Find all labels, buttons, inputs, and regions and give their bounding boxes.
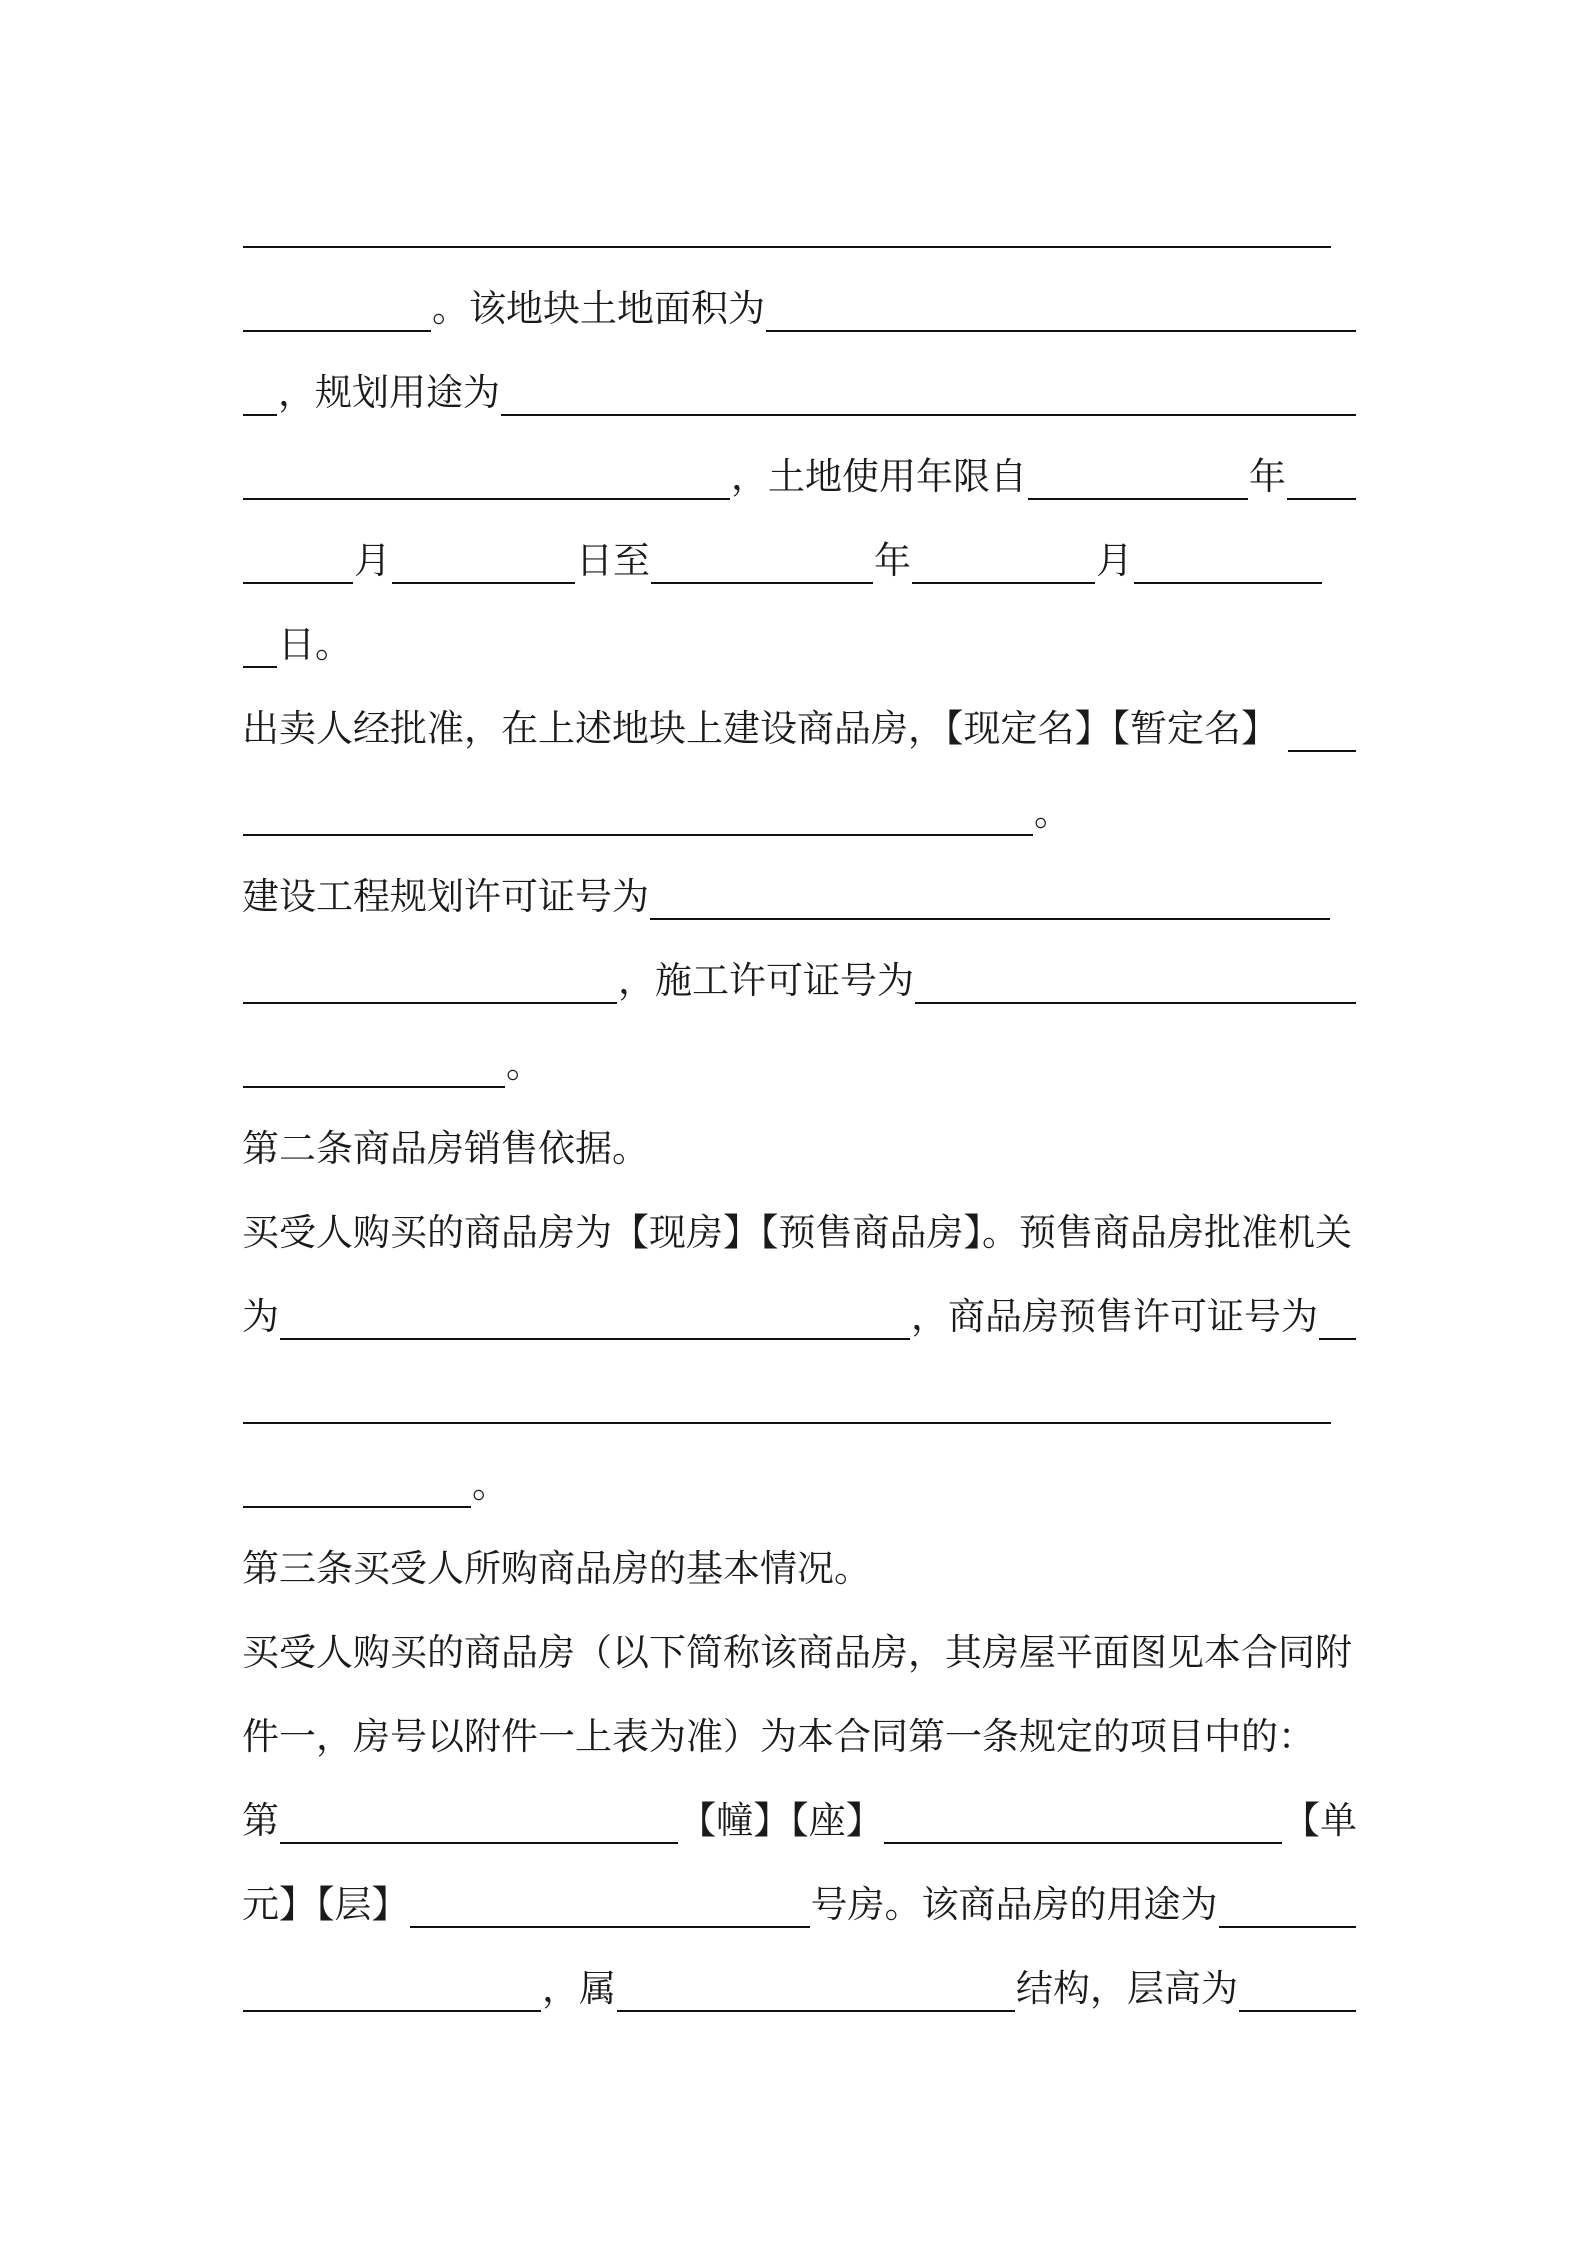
land-area-field[interactable] — [766, 286, 1356, 332]
text-segment: 。 — [506, 1043, 543, 1086]
construction-permit-field[interactable] — [915, 958, 1356, 1004]
blank-field[interactable] — [243, 1462, 471, 1508]
text-segment: 第二条商品房销售依据。 — [242, 1127, 649, 1170]
text-segment: 日至 — [576, 539, 650, 582]
approval-authority-field[interactable] — [280, 1294, 910, 1340]
text-segment: 买受人购买的商品房为【现房】【预售商品房】。预售商品房批准机关 — [242, 1211, 1352, 1254]
room-number-field[interactable] — [410, 1882, 810, 1928]
blank-field[interactable] — [243, 1966, 541, 2012]
text-segment: ，规划用途为 — [278, 371, 500, 414]
text-segment: ，施工许可证号为 — [618, 959, 914, 1002]
end-month-field[interactable] — [912, 538, 1095, 584]
end-day-field[interactable] — [1134, 538, 1322, 584]
form-line — [242, 440, 1357, 500]
start-year-field[interactable] — [1028, 454, 1248, 500]
blank-field[interactable] — [243, 1042, 505, 1088]
project-name-field[interactable] — [1288, 706, 1356, 752]
form-line — [242, 1952, 1357, 2012]
text-segment: ，商品房预售许可证号为 — [911, 1295, 1318, 1338]
section-heading — [242, 1532, 1357, 1592]
end-year-field[interactable] — [651, 538, 873, 584]
form-line — [242, 1196, 1357, 1256]
form-line — [242, 1280, 1357, 1340]
form-line — [242, 1784, 1357, 1844]
planning-permit-field[interactable] — [650, 874, 1330, 920]
form-line — [242, 272, 1357, 332]
form-line — [242, 1364, 1357, 1424]
text-segment: 【单 — [1283, 1799, 1357, 1842]
text-segment: 建设工程规划许可证号为 — [242, 875, 649, 918]
form-line — [242, 1868, 1357, 1928]
form-line — [242, 692, 1357, 752]
blank-field[interactable] — [243, 454, 730, 500]
unit-field[interactable] — [884, 1798, 1282, 1844]
text-segment: 月 — [1096, 539, 1133, 582]
start-day-field[interactable] — [392, 538, 575, 584]
text-segment: 第 — [242, 1799, 279, 1842]
form-line — [242, 1700, 1357, 1760]
text-segment: 。 — [1034, 791, 1071, 834]
building-field[interactable] — [280, 1798, 678, 1844]
text-segment: 号房。该商品房的用途为 — [810, 1883, 1218, 1926]
section-heading — [242, 1112, 1357, 1172]
blank-field[interactable] — [243, 202, 1331, 248]
blank-field[interactable] — [243, 370, 277, 416]
form-line — [242, 524, 1357, 584]
text-segment: 。 — [472, 1463, 509, 1506]
text-segment: 出卖人经批准，在上述地块上建设商品房，【现定名】【暂定名】 — [242, 707, 1278, 750]
form-line — [242, 608, 1357, 668]
land-use-field[interactable] — [501, 370, 1356, 416]
house-use-field[interactable] — [1219, 1882, 1357, 1928]
text-segment: 件一，房号以附件一上表为准）为本合同第一条规定的项目中的： — [242, 1715, 1315, 1758]
blank-field[interactable] — [243, 958, 617, 1004]
presale-permit-field[interactable] — [243, 1378, 1331, 1424]
text-segment: 年 — [1249, 455, 1286, 498]
text-segment: 日。 — [278, 623, 352, 666]
form-line — [242, 1448, 1357, 1508]
blank-field[interactable] — [1319, 1294, 1356, 1340]
blank-field[interactable] — [243, 790, 1033, 836]
floor-height-field[interactable] — [1239, 1966, 1356, 2012]
text-segment: 月 — [354, 539, 391, 582]
text-segment: ，土地使用年限自 — [731, 455, 1027, 498]
form-line — [242, 188, 1357, 248]
text-segment: 元】【层】 — [242, 1883, 409, 1926]
form-line — [242, 1028, 1357, 1088]
text-segment: 第三条买受人所购商品房的基本情况。 — [242, 1547, 871, 1590]
blank-field[interactable] — [243, 286, 431, 332]
form-line — [242, 356, 1357, 416]
form-line — [242, 944, 1357, 1004]
text-segment: 结构，层高为 — [1016, 1967, 1238, 2010]
form-line — [242, 1616, 1357, 1676]
text-segment: 。该地块土地面积为 — [432, 287, 765, 330]
form-line — [242, 860, 1357, 920]
text-segment: 【幢】【座】 — [679, 1799, 883, 1842]
blank-field[interactable] — [1287, 454, 1356, 500]
text-segment: 买受人购买的商品房（以下简称该商品房，其房屋平面图见本合同附 — [242, 1631, 1352, 1674]
text-segment: ，属 — [542, 1967, 616, 2010]
structure-field[interactable] — [617, 1966, 1015, 2012]
form-line — [242, 776, 1357, 836]
text-segment: 年 — [874, 539, 911, 582]
blank-field[interactable] — [243, 622, 277, 668]
start-month-field[interactable] — [243, 538, 353, 584]
text-segment: 为 — [242, 1295, 279, 1338]
